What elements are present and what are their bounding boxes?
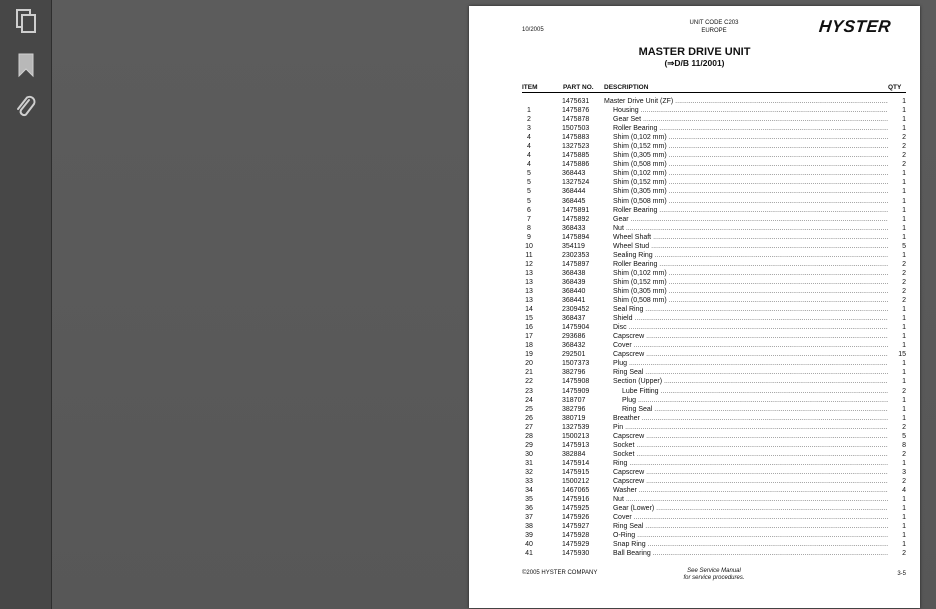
part-quantity: 2 xyxy=(902,387,906,395)
part-quantity: 3 xyxy=(902,468,906,476)
part-quantity: 1 xyxy=(902,170,906,178)
part-quantity: 2 xyxy=(902,278,906,286)
part-number: 318707 xyxy=(562,396,586,404)
part-description: Shim (0,305 mm) ..... xyxy=(613,187,888,196)
part-number: 1475925 xyxy=(562,505,590,513)
part-number: 382884 xyxy=(562,450,586,458)
table-row xyxy=(522,296,906,305)
part-description: Shim (0,305 mm) ..... xyxy=(613,287,888,296)
part-description: Seal Ring ..... xyxy=(613,305,888,314)
table-row xyxy=(522,305,906,314)
item-number: 18 xyxy=(525,342,533,350)
part-quantity: 1 xyxy=(902,459,906,467)
part-number: 368441 xyxy=(562,297,586,305)
table-row xyxy=(522,115,906,124)
part-description: Shim (0,102 mm) ..... xyxy=(613,133,888,142)
table-row xyxy=(522,242,906,251)
part-quantity: 1 xyxy=(902,333,906,341)
table-row xyxy=(522,414,906,423)
table-row xyxy=(522,540,906,549)
part-number: 382796 xyxy=(562,369,586,377)
table-row xyxy=(522,206,906,215)
part-quantity: 4 xyxy=(902,487,906,495)
table-row xyxy=(522,124,906,133)
header-divider xyxy=(522,92,906,93)
part-number: 1475913 xyxy=(562,441,590,449)
table-row xyxy=(522,133,906,142)
header-item: ITEM xyxy=(522,84,538,91)
item-number: 29 xyxy=(525,441,533,449)
item-number: 12 xyxy=(525,260,533,268)
part-description: Nut ..... xyxy=(613,224,888,233)
item-number: 3 xyxy=(527,125,531,133)
item-number: 25 xyxy=(525,405,533,413)
part-quantity: 15 xyxy=(898,351,906,359)
table-row xyxy=(522,468,906,477)
table-row xyxy=(522,142,906,151)
table-row xyxy=(522,106,906,115)
part-quantity: 1 xyxy=(902,496,906,504)
part-description: Ball Bearing ..... xyxy=(613,549,888,558)
table-row xyxy=(522,486,906,495)
item-number: 38 xyxy=(525,523,533,531)
part-number: 1475892 xyxy=(562,215,590,223)
table-row xyxy=(522,97,906,106)
unit-code xyxy=(669,19,759,35)
table-row xyxy=(522,251,906,260)
part-description: Gear Set ..... xyxy=(613,115,888,124)
part-quantity: 2 xyxy=(902,152,906,160)
part-description: Shim (0,508 mm) ..... xyxy=(613,197,888,206)
part-description: Master Drive Unit (ZF) ..... xyxy=(604,97,888,106)
part-description: Housing ..... xyxy=(613,106,888,115)
part-quantity: 1 xyxy=(902,378,906,386)
part-description: Sealing Ring ..... xyxy=(613,251,888,260)
item-number: 4 xyxy=(527,143,531,151)
part-number: 1475894 xyxy=(562,233,590,241)
item-number: 35 xyxy=(525,496,533,504)
table-row xyxy=(522,377,906,386)
part-description: Shim (0,152 mm) ..... xyxy=(613,178,888,187)
part-quantity: 1 xyxy=(902,233,906,241)
part-number: 1475886 xyxy=(562,161,590,169)
table-row xyxy=(522,368,906,377)
item-number: 17 xyxy=(525,333,533,341)
unit-code-text: UNIT CODE C203 xyxy=(689,20,739,26)
header-description: DESCRIPTION xyxy=(604,84,649,91)
part-quantity: 1 xyxy=(902,324,906,332)
part-description: Section (Upper) ..... xyxy=(613,377,888,386)
part-description: Pin ..... xyxy=(613,423,888,432)
part-description: Washer ..... xyxy=(613,486,888,495)
table-row xyxy=(522,531,906,540)
item-number: 4 xyxy=(527,134,531,142)
part-quantity: 1 xyxy=(902,251,906,259)
part-description: Plug ..... xyxy=(613,359,888,368)
item-number: 30 xyxy=(525,450,533,458)
brand-logo: HYSTER xyxy=(818,17,893,36)
part-description: Shim (0,102 mm) ..... xyxy=(613,269,888,278)
table-row xyxy=(522,269,906,278)
part-quantity: 2 xyxy=(902,269,906,277)
part-quantity: 1 xyxy=(902,315,906,323)
part-description: Lube Fitting ..... xyxy=(622,387,888,396)
part-description: Capscrew ..... xyxy=(613,432,888,441)
item-number: 27 xyxy=(525,423,533,431)
part-quantity: 1 xyxy=(902,405,906,413)
part-number: 1475915 xyxy=(562,468,590,476)
part-quantity: 1 xyxy=(902,532,906,540)
pages-icon[interactable] xyxy=(13,8,39,34)
part-quantity: 2 xyxy=(902,477,906,485)
part-description: Shim (0,152 mm) ..... xyxy=(613,142,888,151)
part-quantity: 1 xyxy=(902,197,906,205)
table-row xyxy=(522,504,906,513)
part-description: Ring Seal ..... xyxy=(622,405,888,414)
part-quantity: 2 xyxy=(902,143,906,151)
part-number: 382796 xyxy=(562,405,586,413)
part-description: Nut ..... xyxy=(613,495,888,504)
bookmark-icon[interactable] xyxy=(13,52,39,78)
part-number: 1500213 xyxy=(562,432,590,440)
part-quantity: 1 xyxy=(902,116,906,124)
part-number: 1475631 xyxy=(562,98,590,105)
part-description: Gear ..... xyxy=(613,215,888,224)
table-row xyxy=(522,323,906,332)
part-description: Shim (0,102 mm) ..... xyxy=(613,169,888,178)
part-number: 1475916 xyxy=(562,496,590,504)
part-description: Shim (0,508 mm) ..... xyxy=(613,160,888,169)
table-row xyxy=(522,197,906,206)
part-quantity: 1 xyxy=(902,541,906,549)
table-row xyxy=(522,278,906,287)
part-number: 1475876 xyxy=(562,107,590,115)
part-description: Capscrew ..... xyxy=(613,468,888,477)
part-number: 1475929 xyxy=(562,541,590,549)
table-row xyxy=(522,287,906,296)
page-number: 3-5 xyxy=(897,571,906,577)
part-description: Socket ..... xyxy=(613,441,888,450)
part-number: 1327524 xyxy=(562,179,590,187)
part-description: Gear (Lower) ..... xyxy=(613,504,888,513)
part-quantity: 2 xyxy=(902,134,906,142)
part-description: Ring ..... xyxy=(613,459,888,468)
part-number: 368437 xyxy=(562,315,586,323)
table-row xyxy=(522,477,906,486)
part-description: Roller Bearing ..... xyxy=(613,124,888,133)
part-quantity: 2 xyxy=(902,260,906,268)
item-number: 40 xyxy=(525,541,533,549)
part-number: 368445 xyxy=(562,197,586,205)
header-qty: QTY xyxy=(888,84,902,91)
part-quantity: 2 xyxy=(902,550,906,558)
table-row xyxy=(522,549,906,558)
part-number: 293686 xyxy=(562,333,586,341)
part-number: 1475885 xyxy=(562,152,590,160)
part-number: 1507373 xyxy=(562,360,590,368)
part-description: Wheel Shaft ..... xyxy=(613,233,888,242)
part-quantity: 2 xyxy=(902,450,906,458)
part-description: Capscrew ..... xyxy=(613,332,888,341)
part-quantity: 1 xyxy=(902,125,906,133)
part-description: Cover ..... xyxy=(613,341,888,350)
part-description: Shim (0,152 mm) ..... xyxy=(613,278,888,287)
item-number: 6 xyxy=(527,206,531,214)
item-number: 32 xyxy=(525,468,533,476)
part-description: Capscrew ..... xyxy=(613,350,888,359)
item-number: 28 xyxy=(525,432,533,440)
table-row xyxy=(522,224,906,233)
part-description: Shim (0,305 mm) ..... xyxy=(613,151,888,160)
table-row xyxy=(522,233,906,242)
item-number: 9 xyxy=(527,233,531,241)
part-number: 1475927 xyxy=(562,523,590,531)
page-title: MASTER DRIVE UNIT xyxy=(638,46,751,58)
table-row xyxy=(522,432,906,441)
part-quantity: 5 xyxy=(902,432,906,440)
part-number: 1475928 xyxy=(562,532,590,540)
navigation-sidebar xyxy=(0,0,52,609)
item-number: 15 xyxy=(525,315,533,323)
part-number: 368438 xyxy=(562,269,586,277)
page-subtitle: (⇒D/B 11/2001) xyxy=(664,58,725,68)
attachment-icon[interactable] xyxy=(13,94,39,120)
part-number: 368440 xyxy=(562,287,586,295)
part-number: 1475897 xyxy=(562,260,590,268)
part-quantity: 1 xyxy=(902,98,906,105)
table-row xyxy=(522,314,906,323)
table-row xyxy=(522,441,906,450)
region-text: EUROPE xyxy=(701,28,727,34)
page-date: 10/2005 xyxy=(522,27,544,33)
part-quantity: 1 xyxy=(902,179,906,187)
part-number: 2309452 xyxy=(562,306,590,314)
part-number: 2302353 xyxy=(562,251,590,259)
table-row xyxy=(522,169,906,178)
part-number: 1475891 xyxy=(562,206,590,214)
part-number: 1327523 xyxy=(562,143,590,151)
item-number: 21 xyxy=(525,369,533,377)
part-number: 1475926 xyxy=(562,514,590,522)
footer-note-line-1: See Service Manual xyxy=(687,568,741,574)
part-description: Plug ..... xyxy=(622,396,888,405)
part-number: 1475878 xyxy=(562,116,590,124)
part-description: Ring Seal ..... xyxy=(613,522,888,531)
part-number: 1467065 xyxy=(562,487,590,495)
part-description: Shim (0,508 mm) ..... xyxy=(613,296,888,305)
table-row xyxy=(522,160,906,169)
item-number: 26 xyxy=(525,414,533,422)
table-row xyxy=(522,341,906,350)
part-quantity: 1 xyxy=(902,224,906,232)
item-number: 33 xyxy=(525,477,533,485)
part-number: 1475883 xyxy=(562,134,590,142)
item-number: 5 xyxy=(527,197,531,205)
table-row xyxy=(522,350,906,359)
part-quantity: 1 xyxy=(902,107,906,115)
part-number: 1500212 xyxy=(562,477,590,485)
part-number: 1475908 xyxy=(562,378,590,386)
table-row xyxy=(522,178,906,187)
part-description: Snap Ring ..... xyxy=(613,540,888,549)
item-number: 39 xyxy=(525,532,533,540)
part-quantity: 1 xyxy=(902,505,906,513)
part-quantity: 1 xyxy=(902,369,906,377)
footer-note xyxy=(669,568,759,582)
item-number: 22 xyxy=(525,378,533,386)
table-row xyxy=(522,405,906,414)
part-quantity: 5 xyxy=(902,242,906,250)
part-description: Roller Bearing ..... xyxy=(613,206,888,215)
part-quantity: 2 xyxy=(902,161,906,169)
part-number: 1475909 xyxy=(562,387,590,395)
item-number: 13 xyxy=(525,278,533,286)
item-number: 7 xyxy=(527,215,531,223)
item-number: 2 xyxy=(527,116,531,124)
table-row xyxy=(522,423,906,432)
part-number: 368433 xyxy=(562,224,586,232)
part-number: 292501 xyxy=(562,351,586,359)
item-number: 20 xyxy=(525,360,533,368)
table-row xyxy=(522,450,906,459)
item-number: 24 xyxy=(525,396,533,404)
item-number: 8 xyxy=(527,224,531,232)
part-number: 1327539 xyxy=(562,423,590,431)
document-page xyxy=(469,6,920,608)
part-number: 368432 xyxy=(562,342,586,350)
part-quantity: 1 xyxy=(902,306,906,314)
item-number: 37 xyxy=(525,514,533,522)
part-quantity: 1 xyxy=(902,523,906,531)
table-row xyxy=(522,522,906,531)
table-row xyxy=(522,513,906,522)
item-number: 5 xyxy=(527,188,531,196)
table-row xyxy=(522,260,906,269)
part-number: 368443 xyxy=(562,170,586,178)
part-description: Cover ..... xyxy=(613,513,888,522)
table-row xyxy=(522,151,906,160)
part-quantity: 1 xyxy=(902,188,906,196)
part-quantity: 2 xyxy=(902,287,906,295)
part-number: 368439 xyxy=(562,278,586,286)
item-number: 31 xyxy=(525,459,533,467)
part-quantity: 1 xyxy=(902,342,906,350)
item-number: 5 xyxy=(527,179,531,187)
item-number: 34 xyxy=(525,487,533,495)
footer-copyright: ©2005 HYSTER COMPANY xyxy=(522,570,598,576)
table-row xyxy=(522,332,906,341)
table-row xyxy=(522,495,906,504)
part-description: Breather ..... xyxy=(613,414,888,423)
footer-note-line-2: for service procedures. xyxy=(683,575,745,581)
part-description: O-Ring ..... xyxy=(613,531,888,540)
part-description: Socket ..... xyxy=(613,450,888,459)
item-number: 13 xyxy=(525,287,533,295)
part-quantity: 1 xyxy=(902,215,906,223)
part-quantity: 8 xyxy=(902,441,906,449)
table-row xyxy=(522,187,906,196)
item-number: 4 xyxy=(527,161,531,169)
table-row xyxy=(522,215,906,224)
part-description: Disc ..... xyxy=(613,323,888,332)
part-quantity: 1 xyxy=(902,206,906,214)
part-number: 1475914 xyxy=(562,459,590,467)
part-description: Capscrew ..... xyxy=(613,477,888,486)
part-quantity: 1 xyxy=(902,360,906,368)
part-number: 354119 xyxy=(562,242,585,250)
table-row xyxy=(522,459,906,468)
table-row xyxy=(522,359,906,368)
part-number: 380719 xyxy=(562,414,586,422)
item-number: 14 xyxy=(525,306,533,314)
part-quantity: 1 xyxy=(902,396,906,404)
item-number: 23 xyxy=(525,387,533,395)
parts-list xyxy=(522,97,906,558)
part-number: 1507503 xyxy=(562,125,590,133)
part-quantity: 1 xyxy=(902,514,906,522)
table-row xyxy=(522,396,906,405)
part-description: Ring Seal ..... xyxy=(613,368,888,377)
part-number: 1475904 xyxy=(562,324,590,332)
table-row xyxy=(522,387,906,396)
item-number: 13 xyxy=(525,297,533,305)
item-number: 1 xyxy=(527,107,531,115)
header-part: PART NO. xyxy=(563,84,594,91)
item-number: 11 xyxy=(525,251,533,259)
part-number: 368444 xyxy=(562,188,586,196)
item-number: 10 xyxy=(525,242,533,250)
part-quantity: 2 xyxy=(902,423,906,431)
item-number: 16 xyxy=(525,324,533,332)
item-number: 19 xyxy=(525,351,533,359)
part-description: Roller Bearing ..... xyxy=(613,260,888,269)
part-description: Shield ..... xyxy=(613,314,888,323)
part-quantity: 1 xyxy=(902,414,906,422)
part-quantity: 2 xyxy=(902,297,906,305)
item-number: 4 xyxy=(527,152,531,160)
item-number: 41 xyxy=(525,550,533,558)
item-number: 5 xyxy=(527,170,531,178)
part-description: Wheel Stud ..... xyxy=(613,242,888,251)
part-number: 1475930 xyxy=(562,550,590,558)
item-number: 36 xyxy=(525,505,533,513)
item-number: 13 xyxy=(525,269,533,277)
